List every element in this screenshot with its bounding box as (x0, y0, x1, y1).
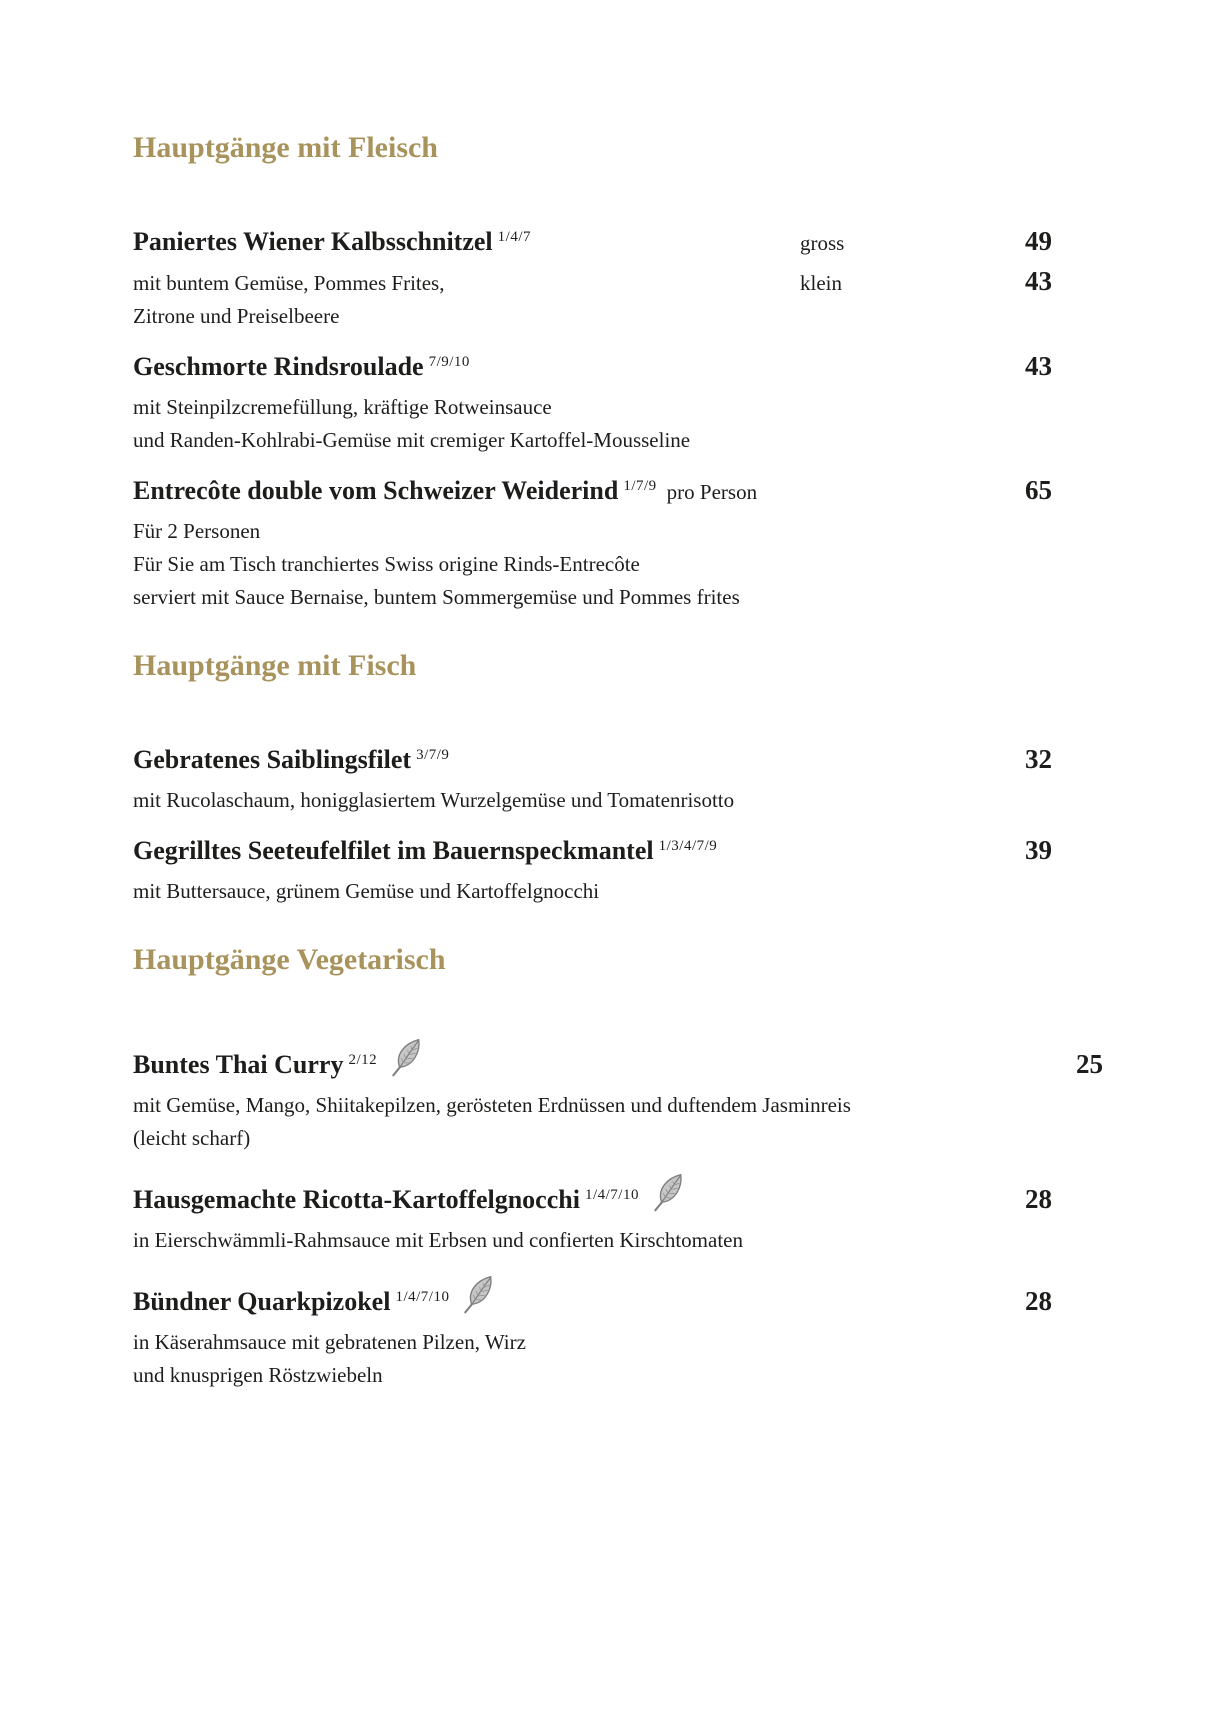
allergen-superscript: 1/4/7/10 (584, 1187, 639, 1203)
allergen-superscript: 2/12 (348, 1052, 378, 1068)
menu-item (133, 222, 1052, 333)
menu-page (133, 130, 1103, 1392)
item-name-line (133, 831, 800, 875)
item-name: Hausgemachte Ricotta-Kartoffelgnocchi (133, 1185, 580, 1214)
allergen-superscript: 7/9/10 (428, 354, 470, 370)
item-description-line: mit Buttersauce, grünem Gemüse und Kartoffelgnocchi (133, 879, 600, 903)
item-name-line (133, 740, 800, 784)
menu-item (133, 1034, 1103, 1155)
menu-item (133, 471, 1052, 614)
item-price: 43 (1025, 351, 1052, 381)
item-price: 28 (1025, 1184, 1052, 1214)
allergen-superscript: 3/7/9 (416, 747, 450, 763)
section-title: Hauptgänge mit Fisch (133, 649, 417, 682)
item-description-line: (leicht scharf) (133, 1126, 251, 1150)
item-description-line: in Eierschwämmli-Rahmsauce mit Erbsen und confierten Kirschtomaten (133, 1228, 743, 1252)
section-title: Hauptgänge Vegetarisch (133, 943, 446, 976)
item-price: 43 (1025, 266, 1052, 296)
item-description-line: Zitrone und Preiselbeere (133, 304, 340, 328)
size-label: klein (800, 271, 842, 295)
item-description-line: Für Sie am Tisch tranchiertes Swiss origine Rinds-Entrecôte (133, 552, 640, 576)
menu-section (133, 648, 1052, 908)
vegetarian-leaf-icon (389, 1038, 423, 1089)
menu-item (133, 740, 1052, 817)
menu-item (133, 1169, 1052, 1257)
item-description-line: in Käserahmsauce mit gebratenen Pilzen, Wirz (133, 1330, 526, 1354)
item-name-line (133, 471, 800, 515)
item-description-line: mit Rucolaschaum, honigglasiertem Wurzelgemüse und Tomatenrisotto (133, 788, 735, 812)
item-name: Geschmorte Rindsroulade (133, 352, 424, 381)
item-name: Buntes Thai Curry (133, 1050, 344, 1079)
allergen-superscript: 1/4/7 (497, 229, 531, 245)
item-price: 28 (1025, 1286, 1052, 1316)
item-name-line (133, 1271, 800, 1326)
allergen-superscript: 1/3/4/7/9 (658, 838, 718, 854)
item-name-line (133, 1034, 851, 1089)
item-name: Paniertes Wiener Kalbsschnitzel (133, 227, 493, 256)
menu-item (133, 1271, 1052, 1392)
allergen-superscript: 1/7/9 (623, 478, 657, 494)
item-price: 49 (1025, 226, 1052, 256)
item-price: 32 (1025, 744, 1052, 774)
item-name: Entrecôte double vom Schweizer Weiderind (133, 476, 619, 505)
item-name-line (133, 347, 800, 391)
vegetarian-leaf-icon (461, 1275, 495, 1326)
item-name: Gegrilltes Seeteufelfilet im Bauernspeckmantel (133, 836, 654, 865)
item-price: 65 (1025, 475, 1052, 505)
item-name: Gebratenes Saiblingsfilet (133, 745, 412, 774)
item-price: 25 (1075, 1049, 1103, 1079)
item-description-line: mit Steinpilzcremefüllung, kräftige Rotweinsauce (133, 395, 552, 419)
item-name-line (133, 1169, 800, 1224)
item-description-line: und knusprigen Röstzwiebeln (133, 1363, 383, 1387)
menu-item (133, 831, 1052, 908)
item-description-line: mit buntem Gemüse, Pommes Frites, (133, 271, 445, 295)
size-label: gross (800, 231, 845, 255)
item-description-line: Für 2 Personen (133, 519, 261, 543)
menu-item (133, 347, 1052, 457)
menu-section (133, 942, 1103, 1392)
allergen-superscript: 1/4/7/10 (395, 1289, 450, 1305)
item-description-line: mit Gemüse, Mango, Shiitakepilzen, gerösteten Erdnüssen und duftendem Jasminreis (133, 1093, 851, 1117)
section-title: Hauptgänge mit Fleisch (133, 131, 438, 164)
item-price: 39 (1025, 835, 1052, 865)
menu-section (133, 130, 1052, 614)
item-name: Bündner Quarkpizokel (133, 1287, 391, 1316)
price-note: pro Person (666, 480, 758, 504)
vegetarian-leaf-icon (651, 1173, 685, 1224)
item-description-line: serviert mit Sauce Bernaise, buntem Sommergemüse und Pommes frites (133, 585, 740, 609)
item-name-line (133, 222, 800, 266)
item-description-line: und Randen-Kohlrabi-Gemüse mit cremiger Kartoffel-Mousseline (133, 428, 691, 452)
